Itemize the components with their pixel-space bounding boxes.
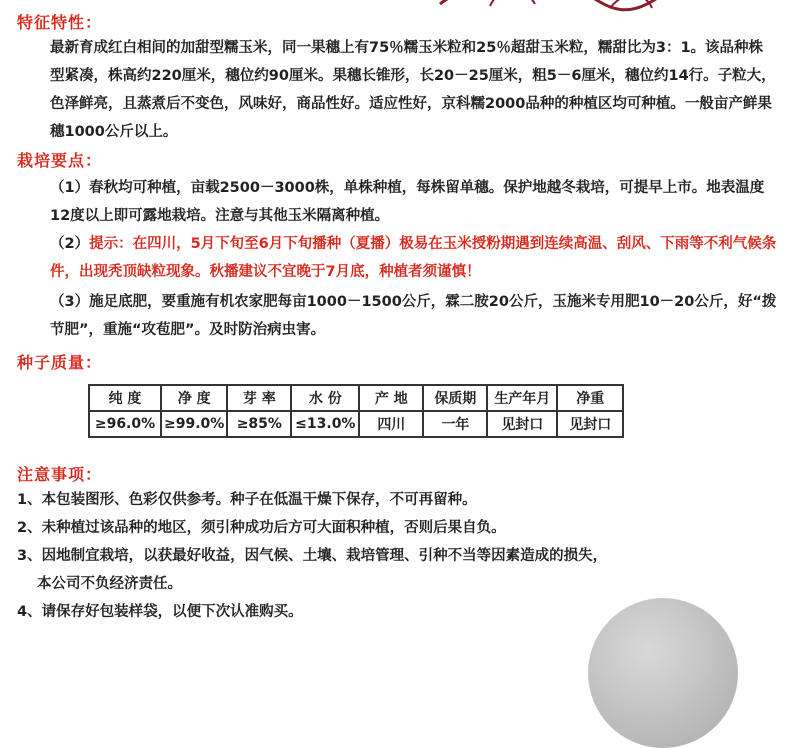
decorative-script-flourish [430,0,690,14]
features-heading: 特征特性： [17,13,103,32]
quality-header-shelf-life: 保质期 [423,385,487,411]
cultivation-p2-warning: 提示：在四川，5月下旬至6月下旬播种（夏播）极易在玉米授粉期遇到连续高温、刮风、下雨等不利气候条件，出现秃顶缺粒现象。秋播建议不宜晚于7月底，种植者须谨慎！ [50,236,777,280]
features-text [17,34,777,146]
quality-value-purity: ≥96.0% [89,411,161,437]
seed-quality-table [88,384,624,438]
note-item-1: 1、本包装图形、色彩仅供参考。种子在低温干燥下保存，不可再留种。 [17,492,477,508]
quality-header-purity: 纯 度 [89,385,161,411]
cultivation-heading: 栽培要点： [17,151,103,170]
quality-value-net-weight: 见封口 [557,411,623,437]
quality-value-row [89,411,623,437]
quality-header-production-date: 生产年月 [487,385,557,411]
cultivation-p3-text: （3）施足底肥，要重施有机农家肥每亩1000－1500公斤，霖二胺20公斤，玉施米专用肥10－20公斤，好“拨节肥”，重施“攻苞肥”。及时防治病虫害。 [50,294,777,338]
note-item-3-continued: 本公司不负经济责任。 [37,576,182,592]
note-item-4: 4、请保存好包装样袋，以便下次认准购买。 [17,604,303,620]
cultivation-point-3 [17,288,777,344]
quality-header-cleanliness: 净 度 [161,385,227,411]
notes-heading: 注意事项： [17,465,103,484]
notes-list [17,486,777,626]
quality-value-moisture: ≤13.0% [291,411,359,437]
note-item-2: 2、未种植过该品种的地区，须引种成功后方可大面积种植，否则后果自负。 [17,520,506,536]
cultivation-p1-text: （1）春秋均可种植，亩载2500－3000株，单株种植，每株留单穗。保护地越冬栽培，可提早上市。地表温度12度以上即可露地栽培。注意与其他玉米隔离种植。 [50,180,765,224]
quality-header-moisture: 水 份 [291,385,359,411]
quality-value-origin: 四川 [359,411,423,437]
quality-heading: 种子质量： [17,353,103,372]
quality-header-origin: 产 地 [359,385,423,411]
cultivation-point-1 [17,174,777,230]
cultivation-point-2 [17,230,777,286]
cultivation-p2-prefix: （2） [50,236,90,252]
quality-value-production-date: 见封口 [487,411,557,437]
quality-value-cleanliness: ≥99.0% [161,411,227,437]
quality-header-net-weight: 净重 [557,385,623,411]
quality-value-germination: ≥85% [227,411,291,437]
features-paragraph: 最新育成红白相间的加甜型糯玉米，同一果穗上有75％糯玉米粒和25％超甜玉米粒，糯甜比为3：1。该品种株型紧凑，株高约220厘米，穗位约90厘米。果穗长锥形，长20－25厘米，粗5－6厘米，穗位约14行。子粒大，色泽鲜亮，且蒸煮后不变色，风味好，商品性好。适应性好，京科糯2000品种的种植区均可种植。一般亩产鲜果穗1000公斤以上。 [50,40,776,140]
quality-value-shelf-life: 一年 [423,411,487,437]
quality-header-row [89,385,623,411]
note-item-3: 3、因地制宜栽培，以获最好收益，因气候、土壤、栽培管理、引种不当等因素造成的损失， [17,548,608,564]
quality-header-germination: 芽 率 [227,385,291,411]
